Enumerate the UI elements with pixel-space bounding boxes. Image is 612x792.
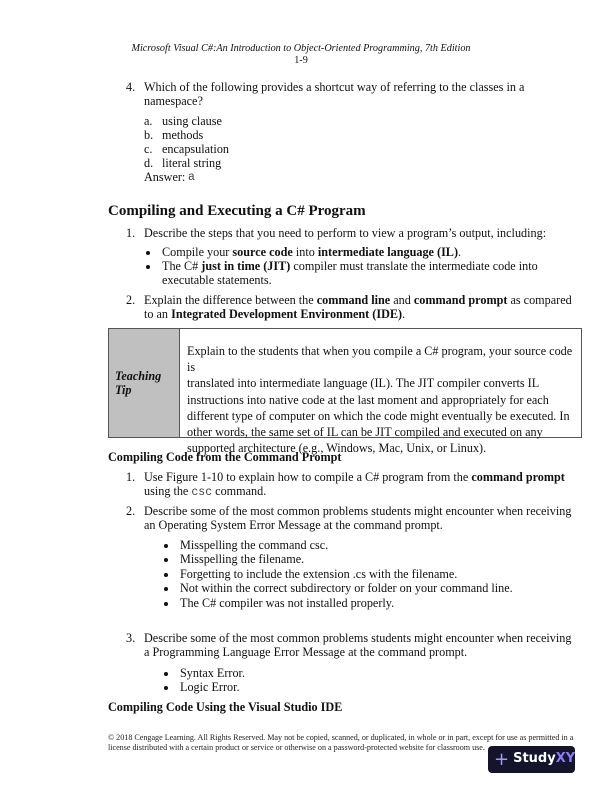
term-intermediate-language: intermediate language (IL) [317, 245, 458, 259]
option-text: encapsulation [162, 142, 230, 156]
list-text-continuation [144, 484, 266, 500]
badge-text-xy: XY [555, 751, 576, 767]
option-letter: b. [144, 128, 154, 142]
footer-line: license distributed with a certain product or service or otherwise on a password-protected website for classroom use. [108, 742, 485, 752]
bullet-icon [164, 672, 168, 676]
bullet-icon [146, 251, 150, 255]
text: command. [212, 484, 267, 498]
bullet-icon [164, 686, 168, 690]
teaching-tip-label [109, 329, 180, 437]
bullet-icon [164, 573, 168, 577]
tip-line: other words, the same set of IL can be JIT compiled and executed on any [187, 425, 543, 440]
list-number: 1. [126, 470, 136, 484]
term-command-line: command line [316, 293, 391, 307]
text: Compile your [162, 245, 233, 259]
bullet-item [162, 259, 538, 273]
bullet-icon [164, 558, 168, 562]
list-number: 2. [126, 293, 136, 307]
bullet-item: Not within the correct subdirectory or folder on your command line. [180, 581, 513, 595]
list-text-continuation [144, 307, 405, 321]
bullet-item: Syntax Error. [180, 666, 245, 680]
option-letter: c. [144, 142, 153, 156]
footer-line: © 2018 Cengage Learning. All Rights Reserved. May not be copied, scanned, or duplicated, in whole or in part, except for use as permitted in a [108, 733, 574, 742]
text: Explain the difference between the [144, 293, 317, 307]
tip-line: Explain to the students that when you compile a C# program, your source code is [187, 344, 573, 375]
bullet-icon [146, 265, 150, 269]
term-jit: just in time (JIT) [201, 259, 291, 273]
text: into [292, 245, 318, 259]
list-text: Describe some of the most common problems students might encounter when receiving [144, 504, 572, 518]
option-letter: d. [144, 156, 154, 170]
bullet-item: Misspelling the command csc. [180, 538, 329, 552]
list-number: 1. [126, 226, 136, 240]
tip-line: translated into intermediate language (IL). The JIT compiler converts IL [187, 376, 540, 391]
text: and [390, 293, 414, 307]
teaching-tip-text [180, 329, 581, 456]
bullet-icon [164, 602, 168, 606]
tip-line: different type of computer on which the code might eventually be executed. In [187, 408, 570, 423]
bullet-icon [164, 587, 168, 591]
answer-label: Answer: [144, 170, 186, 184]
option-text: using clause [162, 114, 222, 128]
term-command-prompt: command prompt [413, 293, 508, 307]
teaching-tip-box [108, 328, 582, 456]
question-text-line2: namespace? [144, 94, 203, 108]
section-heading: Compiling and Executing a C# Program [108, 203, 366, 219]
code-csc: csc [191, 486, 213, 499]
bullet-item: Logic Error. [180, 680, 240, 694]
list-number: 2. [126, 504, 136, 518]
bullet-item-continuation: executable statements. [162, 273, 272, 287]
bullet-icon [164, 544, 168, 548]
tip-line: instructions into native code at the last moment and appropriately for each [187, 392, 549, 407]
list-number: 3. [126, 631, 136, 645]
badge-text-study: Study [513, 751, 556, 767]
term-command-prompt: command prompt [471, 470, 565, 484]
question-number: 4. [126, 80, 136, 94]
list-text-continuation: an Operating System Error Message at the command prompt. [144, 518, 443, 532]
text: compiler must translate the intermediate code into [290, 259, 538, 273]
document-title: Microsoft Visual C#:An Introduction to Object-Oriented Programming, 7th Edition [131, 43, 471, 54]
tip-label-line1: Teaching [115, 368, 162, 383]
tip-label-line2: Tip [115, 383, 132, 397]
bullet-item: The C# compiler was not installed properly. [180, 596, 395, 610]
answer-value: a [188, 171, 195, 184]
bullet-item [162, 245, 461, 259]
list-text [144, 470, 565, 484]
text: . [402, 307, 406, 321]
list-text [144, 293, 572, 307]
option-text: methods [162, 128, 204, 142]
bullet-item: Forgetting to include the extension .cs with the filename. [180, 567, 458, 581]
text: using the [144, 484, 192, 498]
page-number: 1-9 [294, 55, 308, 66]
bullet-item: Misspelling the filename. [180, 552, 305, 566]
question-text-line1: Which of the following provides a shortcut way of referring to the classes in a [144, 80, 525, 94]
subsection-heading: Compiling Code from the Command Prompt [108, 450, 342, 464]
list-text: Describe the steps that you need to perform to view a program’s output, including: [144, 226, 547, 240]
text: as compared [507, 293, 572, 307]
tip-line: supported architecture (e.g., Windows, Mac, Unix, or Linux). [187, 441, 487, 456]
list-text: Describe some of the most common problems students might encounter when receiving [144, 631, 572, 645]
option-text: literal string [162, 156, 222, 170]
text: The C# [162, 259, 202, 273]
option-letter: a. [144, 114, 153, 128]
subsection-heading: Compiling Code Using the Visual Studio IDE [108, 700, 343, 714]
text: . [458, 245, 462, 259]
list-text-continuation: a Programming Language Error Message at the command prompt. [144, 645, 468, 659]
term-source-code: source code [232, 245, 293, 259]
text: Use Figure 1-10 to explain how to compile a C# program from the [144, 470, 472, 484]
text: to an [144, 307, 172, 321]
plus-icon: + [494, 748, 510, 770]
term-ide: Integrated Development Environment (IDE) [171, 307, 403, 321]
studyxy-badge[interactable] [488, 746, 575, 773]
